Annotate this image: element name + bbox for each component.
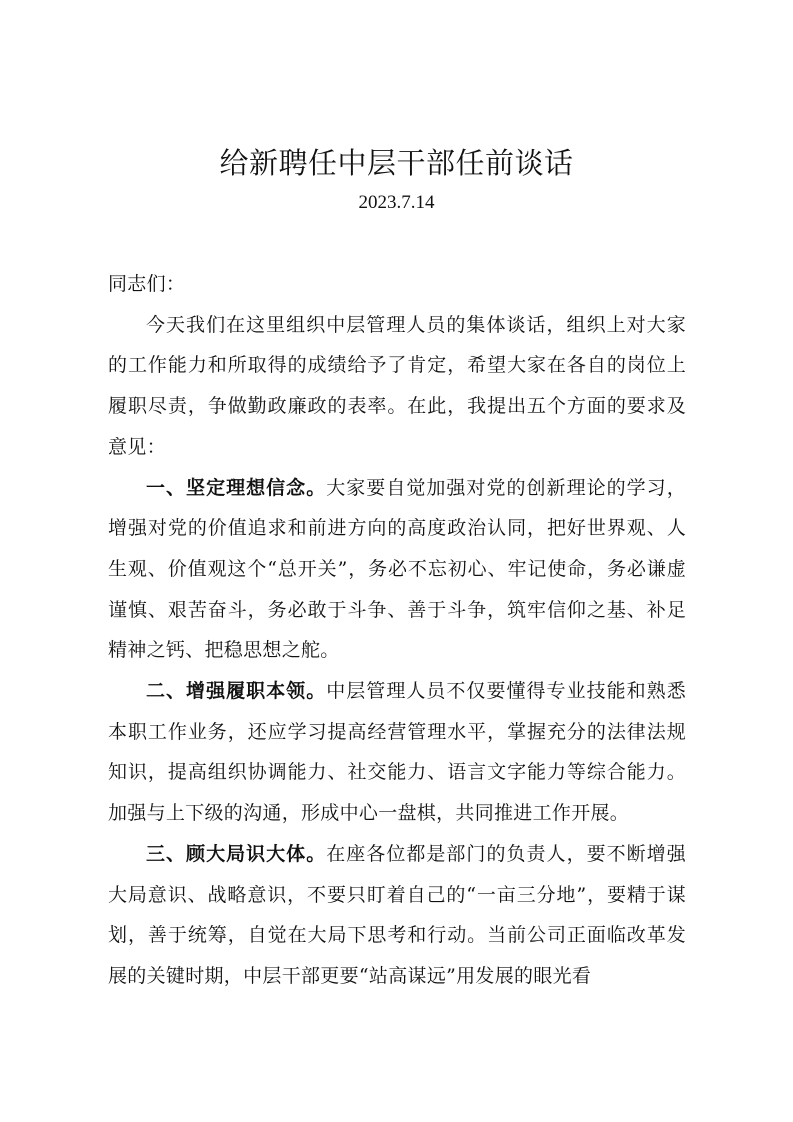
section-paragraph-2 <box>108 671 686 834</box>
section-heading-3: 三、顾大局识大体。 <box>146 842 327 865</box>
section-heading-2: 二、增强履职本领。 <box>146 680 327 703</box>
intro-paragraph: 今天我们在这里组织中层管理人员的集体谈话，组织上对大家的工作能力和所取得的成绩给予了肯定，希望大家在各自的岗位上履职尽责，争做勤政廉政的表率。在此，我提出五个方面的要求及意见： <box>108 313 686 458</box>
document-date: 2023.7.14 <box>358 192 435 213</box>
document-body <box>108 264 686 997</box>
section-paragraph-1 <box>108 468 686 672</box>
section-heading-1: 一、坚定理想信念。 <box>146 476 327 499</box>
section-text-1: 大家要自觉加强对党的创新理论的学习，增强对党的价值追求和前进方向的高度政治认同，把好世界观、人生观、价值观这个“总开关”，务必不忘初心、牢记使命，务必谦虚谨慎、艰苦奋斗，务必敢于斗争、善于斗争，筑牢信仰之基、补足精神之钙、把稳思想之舵。 <box>108 476 687 662</box>
salutation: 同志们： <box>108 273 186 295</box>
section-text-3: 在座各位都是部门的负责人，要不断增强大局意识、战略意识，不要只盯着自己的“一亩三分地”，要精于谋划，善于统筹，自觉在大局下思考和行动。当前公司正面临改革发展的关键时期，中层干部更要“站高谋远”用发展的眼光看 <box>108 842 687 987</box>
section-paragraph-3 <box>108 834 686 997</box>
section-text-2: 中层管理人员不仅要懂得专业技能和熟悉本职工作业务，还应学习提高经营管理水平，掌握充分的法律法规知识，提高组织协调能力、社交能力、语言文字能力等综合能力。加强与上下级的沟通，形成中心一盘棋，共同推进工作开展。 <box>108 680 687 825</box>
document-title: 给新聘任中层干部任前谈话 <box>219 146 574 180</box>
